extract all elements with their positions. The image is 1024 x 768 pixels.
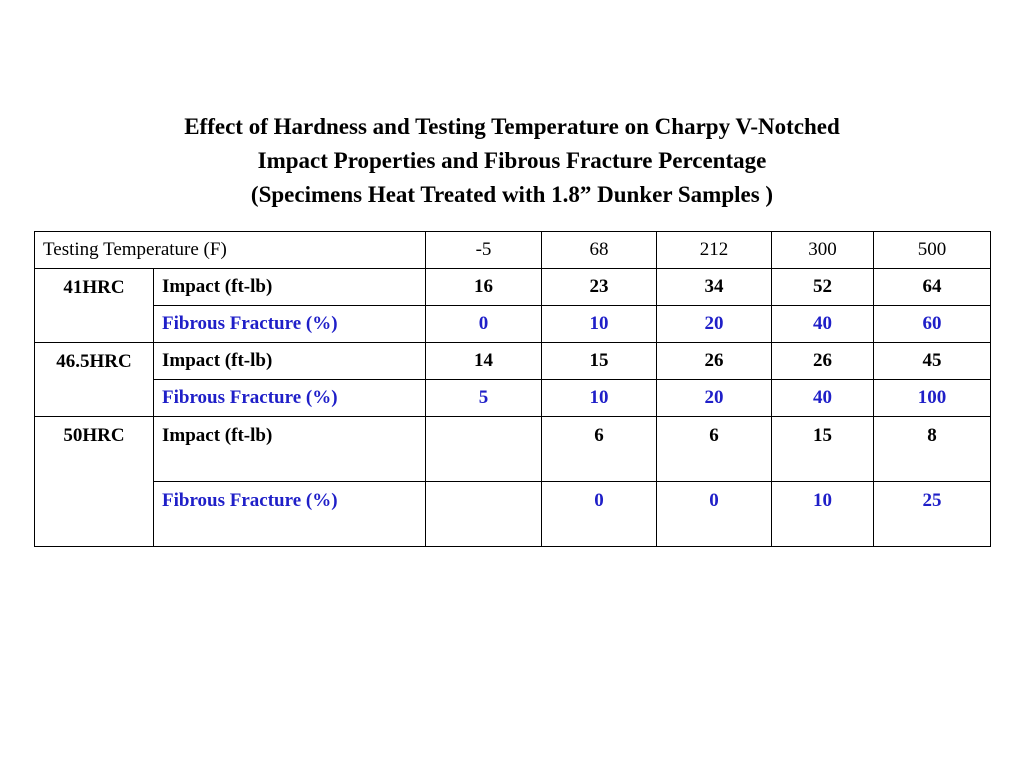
row-label-fibrous: Fibrous Fracture (%) (154, 306, 426, 343)
row-label-impact: Impact (ft-lb) (154, 343, 426, 380)
value-cell: 15 (772, 417, 874, 482)
value-cell: 10 (542, 306, 657, 343)
temperature-cell: 500 (874, 232, 991, 269)
hardness-cell: 46.5HRC (35, 343, 154, 417)
value-cell: 60 (874, 306, 991, 343)
value-cell: 26 (657, 343, 772, 380)
value-cell: 16 (426, 269, 542, 306)
table-row (35, 343, 991, 380)
header-label-cell (35, 232, 426, 269)
value-cell: 10 (772, 482, 874, 547)
temperature-cell: 212 (657, 232, 772, 269)
header-row (35, 232, 991, 269)
value-cell: 6 (657, 417, 772, 482)
value-cell: 0 (542, 482, 657, 547)
row-label-impact: Impact (ft-lb) (154, 417, 426, 482)
value-cell: 5 (426, 380, 542, 417)
value-cell: 40 (772, 306, 874, 343)
table-row (35, 482, 991, 547)
temperature-cell: -5 (426, 232, 542, 269)
table-row (35, 306, 991, 343)
value-cell: 52 (772, 269, 874, 306)
value-cell: 45 (874, 343, 991, 380)
value-cell: 0 (657, 482, 772, 547)
value-cell: 26 (772, 343, 874, 380)
row-label-fibrous: Fibrous Fracture (%) (154, 482, 426, 547)
title-line-1: Effect of Hardness and Testing Temperature on Charpy V-Notched (184, 114, 840, 139)
row-label-impact: Impact (ft-lb) (154, 269, 426, 306)
value-cell (426, 482, 542, 547)
charpy-data-table (34, 231, 991, 547)
hardness-cell: 50HRC (35, 417, 154, 547)
value-cell: 10 (542, 380, 657, 417)
table-row (35, 380, 991, 417)
value-cell: 8 (874, 417, 991, 482)
value-cell: 100 (874, 380, 991, 417)
temperature-cell: 300 (772, 232, 874, 269)
value-cell: 6 (542, 417, 657, 482)
hardness-cell: 41HRC (35, 269, 154, 343)
slide-title (0, 110, 1024, 212)
value-cell: 20 (657, 306, 772, 343)
title-line-2: Impact Properties and Fibrous Fracture Percentage (257, 148, 767, 173)
value-cell: 14 (426, 343, 542, 380)
value-cell: 64 (874, 269, 991, 306)
row-label-fibrous: Fibrous Fracture (%) (154, 380, 426, 417)
value-cell (426, 417, 542, 482)
value-cell: 25 (874, 482, 991, 547)
value-cell: 15 (542, 343, 657, 380)
table-row (35, 417, 991, 482)
value-cell: 0 (426, 306, 542, 343)
value-cell: 40 (772, 380, 874, 417)
header-label: Testing Temperature (F) (43, 239, 227, 260)
title-line-3: (Specimens Heat Treated with 1.8” Dunker Samples ) (250, 182, 774, 207)
value-cell: 20 (657, 380, 772, 417)
table-row (35, 269, 991, 306)
temperature-cell: 68 (542, 232, 657, 269)
value-cell: 34 (657, 269, 772, 306)
value-cell: 23 (542, 269, 657, 306)
